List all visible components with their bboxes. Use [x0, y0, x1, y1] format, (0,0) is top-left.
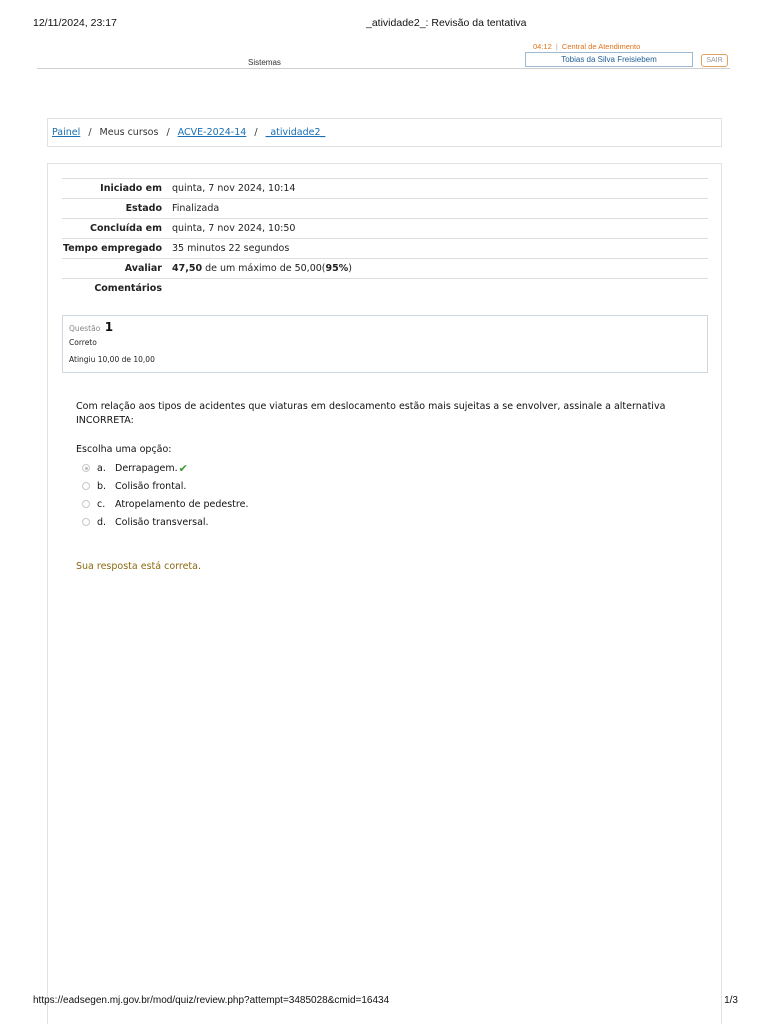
- breadcrumb-divider: /: [166, 127, 170, 138]
- answer-text: Derrapagem.: [115, 462, 178, 474]
- summary-label: Concluída em: [89, 223, 162, 234]
- user-name-box[interactable]: Tobias da Silva Freisiebem: [525, 52, 693, 67]
- breadcrumb-divider: /: [88, 127, 92, 138]
- summary-row-time-taken: [62, 239, 708, 259]
- radio[interactable]: [82, 500, 90, 508]
- logout-button[interactable]: SAIR: [701, 54, 728, 67]
- summary-label: Iniciado em: [100, 183, 162, 194]
- answer-prompt: Escolha uma opção:: [76, 444, 172, 455]
- breadcrumb: [47, 118, 722, 147]
- breadcrumb-painel[interactable]: Painel: [52, 127, 81, 138]
- radio-selected[interactable]: [82, 464, 90, 472]
- print-doc-title: _atividade2_: Revisão da tentativa: [366, 17, 527, 29]
- summary-row-started: [62, 179, 708, 199]
- question-grade: Atingiu 10,00 de 10,00: [69, 355, 155, 364]
- support-link[interactable]: Central de Atendimento: [561, 42, 641, 51]
- question-number-value: 1: [104, 320, 114, 334]
- topbar-divider: [37, 68, 730, 69]
- timer: 04:12: [533, 42, 552, 51]
- answer-letter: c.: [97, 498, 106, 510]
- summary-label: Comentários: [94, 283, 162, 294]
- grade-points: 47,50: [172, 263, 203, 274]
- summary-row-completed: [62, 219, 708, 239]
- sistemas-menu[interactable]: Sistemas: [248, 58, 281, 67]
- timer-line: [533, 42, 640, 51]
- print-datetime: 12/11/2024, 23:17: [33, 17, 117, 29]
- breadcrumb-divider: /: [254, 127, 258, 138]
- answer-option-a[interactable]: [82, 459, 248, 477]
- summary-row-comments: [62, 279, 708, 299]
- summary-label: Avaliar: [124, 263, 162, 274]
- summary-value: Finalizada: [172, 203, 220, 214]
- summary-value: quinta, 7 nov 2024, 10:50: [172, 223, 296, 234]
- summary-value: 35 minutos 22 segundos: [172, 243, 290, 254]
- question-info-box: [62, 315, 708, 373]
- question-state: Correto: [69, 338, 97, 347]
- question-text: Com relação aos tipos de acidentes que viaturas em deslocamento estão mais sujeitas a se envolver, assinale a alternativa INCORRETA:: [76, 401, 666, 426]
- answer-text: Colisão frontal.: [115, 480, 187, 492]
- radio[interactable]: [82, 482, 90, 490]
- summary-value: [172, 279, 708, 299]
- summary-value: quinta, 7 nov 2024, 10:14: [172, 183, 296, 194]
- attempt-summary-table: [62, 178, 708, 298]
- print-footer: [33, 995, 738, 1009]
- breadcrumb-meus-cursos: Meus cursos: [99, 127, 159, 138]
- answer-option-d[interactable]: [82, 513, 248, 531]
- print-header: [33, 17, 738, 31]
- grade-end: ): [348, 263, 352, 274]
- answer-letter: a.: [97, 462, 106, 474]
- question-number: [69, 320, 701, 334]
- summary-label: Estado: [125, 203, 162, 214]
- answer-letter: d.: [97, 516, 107, 528]
- timer-separator: |: [555, 42, 558, 51]
- grade-percent: 95%: [325, 263, 349, 274]
- summary-row-grade: [62, 259, 708, 279]
- answer-list: [82, 459, 248, 531]
- question-prefix: Questão: [69, 324, 101, 333]
- answer-option-b[interactable]: [82, 477, 248, 495]
- summary-row-state: [62, 199, 708, 219]
- breadcrumb-activity[interactable]: _atividade2_: [265, 127, 326, 138]
- answer-feedback: Sua resposta está correta.: [76, 561, 201, 572]
- radio[interactable]: [82, 518, 90, 526]
- summary-value: [172, 259, 708, 279]
- print-url: https://eadsegen.mj.gov.br/mod/quiz/review.php?attempt=3485028&cmid=16434: [33, 995, 390, 1006]
- breadcrumb-course[interactable]: ACVE-2024-14: [177, 127, 247, 138]
- correct-check-icon: ✔: [178, 461, 188, 475]
- answer-option-c[interactable]: [82, 495, 248, 513]
- answer-letter: b.: [97, 480, 107, 492]
- grade-max: de um máximo de 50,00(: [202, 263, 326, 274]
- summary-label: Tempo empregado: [62, 243, 162, 254]
- answer-text: Atropelamento de pedestre.: [115, 498, 249, 510]
- print-page-number: 1/3: [724, 995, 738, 1006]
- answer-text: Colisão transversal.: [115, 516, 209, 528]
